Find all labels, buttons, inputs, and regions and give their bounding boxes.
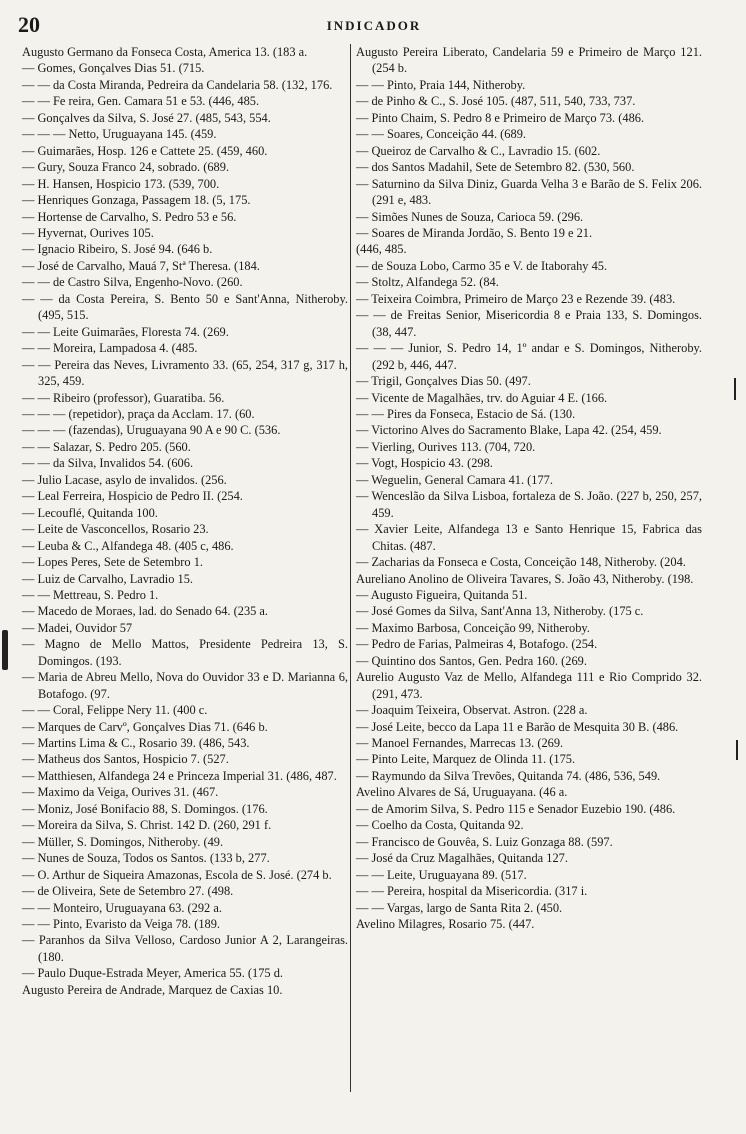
directory-entry: — Magno de Mello Mattos, Presidente Pedreira 13, S. Domingos. (193. — [22, 637, 348, 668]
directory-entry: — — — (repetidor), praça da Acclam. 17. (60. — [22, 406, 255, 421]
directory-entry: — — — (fazendas), Uruguayana 90 A e 90 C. (536. — [22, 423, 281, 438]
directory-entry: — — Vargas, largo de Santa Rita 2. (450. — [356, 900, 563, 915]
directory-entry: Augusto Pereira Liberato, Candelaria 59 e Primeiro de Março 121. (254 b. — [356, 45, 702, 76]
directory-entry: — Hyvernat, Ourives 105. — [22, 225, 154, 240]
directory-entry: — Quintino dos Santos, Gen. Pedra 160. (269. — [356, 653, 587, 668]
directory-entry: — — Coral, Felippe Nery 11. (400 c. — [22, 703, 208, 718]
directory-entry: — Saturnino da Silva Diniz, Guarda Velha 3 e Barão de S. Felix 206. (291 e, 483. — [356, 176, 702, 208]
directory-entry: — Maximo da Veiga, Ourives 31. (467. — [22, 785, 219, 800]
directory-entry: — Gury, Souza Franco 24, sobrado. (689. — [22, 160, 230, 175]
directory-entry: — Simões Nunes de Souza, Carioca 59. (296. — [356, 209, 584, 224]
directory-entry: — Leal Ferreira, Hospicio de Pedro II. (254. — [22, 489, 243, 504]
directory-entry: — de Souza Lobo, Carmo 35 e V. de Itaborahy 45. — [356, 258, 608, 273]
directory-entry: Augusto Germano da Fonseca Costa, America 13. (183 a. — [22, 45, 308, 59]
page-number: 20 — [18, 12, 40, 37]
directory-entry: — de Oliveira, Sete de Setembro 27. (498. — [22, 884, 234, 899]
directory-entry: — Francisco de Gouvêa, S. Luiz Gonzaga 88. (597. — [356, 834, 613, 849]
directory-entry: — Ignacio Ribeiro, S. José 94. (646 b. — [22, 242, 213, 257]
directory-entry: — Zacharias da Fonseca e Costa, Conceição 148, Nitheroby. (204. — [356, 555, 686, 570]
margin-mark — [736, 740, 738, 760]
directory-entry: — Stoltz, Alfandega 52. (84. — [356, 275, 499, 290]
directory-entry: — — da Silva, Invalidos 54. (606. — [22, 456, 194, 471]
directory-entry: — Julio Lacase, asylo de invalidos. (256. — [22, 472, 227, 487]
directory-entry: — Lopes Peres, Sete de Setembro 1. — [22, 555, 204, 570]
directory-entry: — Wenceslão da Silva Lisboa, fortaleza de S. João. (227 b, 250, 257, 459. — [356, 489, 702, 520]
directory-entry: — Pinto Leite, Marquez de Olinda 11. (175. — [356, 752, 576, 767]
directory-entry: — — Mettreau, S. Pedro 1. — [22, 587, 159, 602]
directory-entry: — Soares de Miranda Jordão, S. Bento 19 e 21. — [356, 225, 593, 240]
directory-entry: — José da Cruz Magalhães, Quitanda 127. — [356, 851, 568, 866]
running-title: INDICADOR — [326, 18, 422, 33]
margin-mark — [734, 378, 736, 400]
directory-entry: — Pedro de Farias, Palmeiras 4, Botafogo. (254. — [356, 637, 598, 652]
directory-entry: — de Pinho & C., S. José 105. (487, 511, 540, 733, 737. — [356, 94, 636, 109]
directory-entry: — — Monteiro, Uruguayana 63. (292 a. — [22, 900, 222, 915]
directory-entry: — — Fe reira, Gen. Camara 51 e 53. (446, 485. — [22, 94, 260, 109]
directory-entry: — Augusto Figueira, Quitanda 51. — [356, 587, 528, 602]
directory-entry: Avelino Alvares de Sá, Uruguayana. (46 a. — [356, 785, 568, 800]
directory-entry: — — Pinto, Praia 144, Nitheroby. — [356, 77, 526, 92]
directory-entry: Avelino Milagres, Rosario 75. (447. — [356, 917, 535, 932]
directory-entry: — — da Costa Miranda, Pedreira da Candelaria 58. (132, 176. — [22, 77, 333, 92]
directory-entry: — Moniz, José Bonifacio 88, S. Domingos. (176. — [22, 801, 268, 816]
directory-entry: — dos Santos Madahil, Sete de Setembro 82. (530, 560. — [356, 160, 635, 175]
directory-entry: — — Salazar, S. Pedro 205. (560. — [22, 439, 191, 454]
directory-entry: — — Moreira, Lampadosa 4. (485. — [22, 341, 198, 356]
directory-entry: — — da Costa Pereira, S. Bento 50 e Sant'Anna, Nitheroby. (495, 515. — [22, 291, 348, 323]
right-column — [356, 44, 702, 932]
directory-entry: — — — Junior, S. Pedro 14, 1º andar e S. Domingos, Nitheroby. (292 b, 446, 447. — [356, 341, 702, 372]
directory-entry: — Luiz de Carvalho, Lavradio 15. — [22, 571, 194, 586]
directory-entry: — Queiroz de Carvalho & C., Lavradio 15. (602. — [356, 143, 601, 158]
directory-entry: Aurelio Augusto Vaz de Mello, Alfandega 111 e Rio Comprido 32. (291, 473. — [356, 670, 702, 701]
directory-entry: — Paulo Duque-Estrada Meyer, America 55. (175 d. — [22, 966, 284, 981]
directory-entry: — Marques de Carvº, Gonçalves Dias 71. (646 b. — [22, 719, 268, 734]
directory-entry: — Matthiesen, Alfandega 24 e Princeza Imperial 31. (486, 487. — [22, 768, 337, 783]
margin-mark — [2, 630, 8, 670]
directory-entry: — Trigil, Gonçalves Dias 50. (497. — [356, 374, 531, 389]
directory-entry: — de Amorim Silva, S. Pedro 115 e Senador Euzebio 190. (486. — [356, 801, 676, 816]
directory-entry: — — Soares, Conceição 44. (689. — [356, 127, 526, 142]
page-header — [18, 12, 730, 42]
directory-entry: — Teixeira Coimbra, Primeiro de Março 23 e Rezende 39. (483. — [356, 291, 676, 306]
directory-entry: — Lecouflé, Quitanda 100. — [22, 505, 158, 520]
directory-entry: — Macedo de Moraes, lad. do Senado 64. (235 a. — [22, 604, 269, 619]
directory-entry: — — Ribeiro (professor), Guaratiba. 56. — [22, 390, 225, 405]
directory-entry: — José Leite, becco da Lapa 11 e Barão de Mesquita 30 B. (486. — [356, 719, 679, 734]
directory-entry: — Victorino Alves do Sacramento Blake, Lapa 42. (254, 459. — [356, 423, 662, 438]
directory-entry: — Pinto Chaim, S. Pedro 8 e Primeiro de Março 73. (486. — [356, 110, 645, 125]
directory-entry: — Maximo Barbosa, Conceição 99, Nitheroby. — [356, 620, 590, 635]
directory-entry: — José de Carvalho, Mauá 7, Stª Theresa. (184. — [22, 258, 260, 273]
directory-entry: — Müller, S. Domingos, Nitheroby. (49. — [22, 834, 224, 849]
directory-entry: — — de Freitas Senior, Misericordia 8 e Praia 133, S. Domingos. (38, 447. — [356, 308, 702, 339]
directory-entry: — — Pinto, Evaristo da Veiga 78. (189. — [22, 917, 221, 932]
directory-entry: — José Gomes da Silva, Sant'Anna 13, Nitheroby. (175 c. — [356, 604, 644, 619]
directory-entry: — — Leite, Uruguayana 89. (517. — [356, 867, 527, 882]
directory-entry: — Coelho da Costa, Quitanda 92. — [356, 818, 524, 833]
directory-entry: — Leite de Vasconcellos, Rosario 23. — [22, 522, 209, 537]
directory-entry: — Martins Lima & C., Rosario 39. (486, 543. — [22, 736, 250, 751]
directory-entry: — — — Netto, Uruguayana 145. (459. — [22, 127, 217, 142]
directory-entry: — Vogt, Hospicio 43. (298. — [356, 456, 493, 471]
left-column — [22, 44, 348, 998]
directory-entry: — Leuba & C., Alfandega 48. (405 c, 486. — [22, 538, 234, 553]
directory-entry: — Henriques Gonzaga, Passagem 18. (5, 175. — [22, 193, 251, 208]
directory-entry: — — Pereira, hospital da Misericordia. (317 i. — [356, 884, 588, 899]
directory-entry: Augusto Pereira de Andrade, Marquez de Caxias 10. — [22, 982, 283, 997]
directory-entry: — Manoel Fernandes, Marrecas 13. (269. — [356, 736, 564, 751]
directory-entry: — Vierling, Ourives 113. (704, 720. — [356, 439, 536, 454]
directory-entry: — H. Hansen, Hospicio 173. (539, 700. — [22, 176, 220, 191]
directory-entry: — — Pereira das Neves, Livramento 33. (65, 254, 317 g, 317 h, 325, 459. — [22, 357, 348, 389]
directory-entry: — Nunes de Souza, Todos os Santos. (133 b, 277. — [22, 851, 270, 866]
directory-entry: — Weguelin, General Camara 41. (177. — [356, 472, 553, 487]
directory-entry: — Xavier Leite, Alfandega 13 e Santo Henrique 15, Fabrica das Chitas. (487. — [356, 522, 702, 553]
directory-entry: — Madei, Ouvidor 57 — [22, 620, 133, 635]
directory-entry: (446, 485. — [356, 242, 407, 257]
directory-entry: — — Leite Guimarães, Floresta 74. (269. — [22, 324, 229, 339]
column-divider — [350, 44, 351, 1092]
directory-entry: — Hortense de Carvalho, S. Pedro 53 e 56. — [22, 209, 237, 224]
directory-entry: — Joaquim Teixeira, Observat. Astron. (228 a. — [356, 703, 588, 718]
directory-entry: — Vicente de Magalhães, trv. do Aguiar 4 E. (166. — [356, 390, 608, 405]
directory-entry: — Maria de Abreu Mello, Nova do Ouvidor 33 e D. Marianna 6, Botafogo. (97. — [22, 670, 348, 701]
directory-entry: — Matheus dos Santos, Hospicio 7. (527. — [22, 752, 229, 767]
directory-entry: — Gomes, Gonçalves Dias 51. (715. — [22, 61, 205, 76]
directory-entry: — — de Castro Silva, Engenho-Novo. (260. — [22, 275, 243, 290]
directory-entry: — Moreira da Silva, S. Christ. 142 D. (260, 291 f. — [22, 818, 272, 833]
directory-entry: — Raymundo da Silva Trevões, Quitanda 74. (486, 536, 549. — [356, 768, 661, 783]
directory-entry: — Paranhos da Silva Velloso, Cardoso Junior A 2, Larangeiras. (180. — [22, 933, 348, 964]
directory-entry: — O. Arthur de Siqueira Amazonas, Escola de S. José. (274 b. — [22, 867, 332, 882]
directory-entry: — — Pires da Fonseca, Estacio de Sá. (130. — [356, 406, 576, 421]
directory-entry: — Gonçalves da Silva, S. José 27. (485, 543, 554. — [22, 110, 271, 125]
directory-entry: Aureliano Anolino de Oliveira Tavares, S. João 43, Nitheroby. (198. — [356, 571, 694, 586]
directory-entry: — Guimarães, Hosp. 126 e Cattete 25. (459, 460. — [22, 143, 268, 158]
